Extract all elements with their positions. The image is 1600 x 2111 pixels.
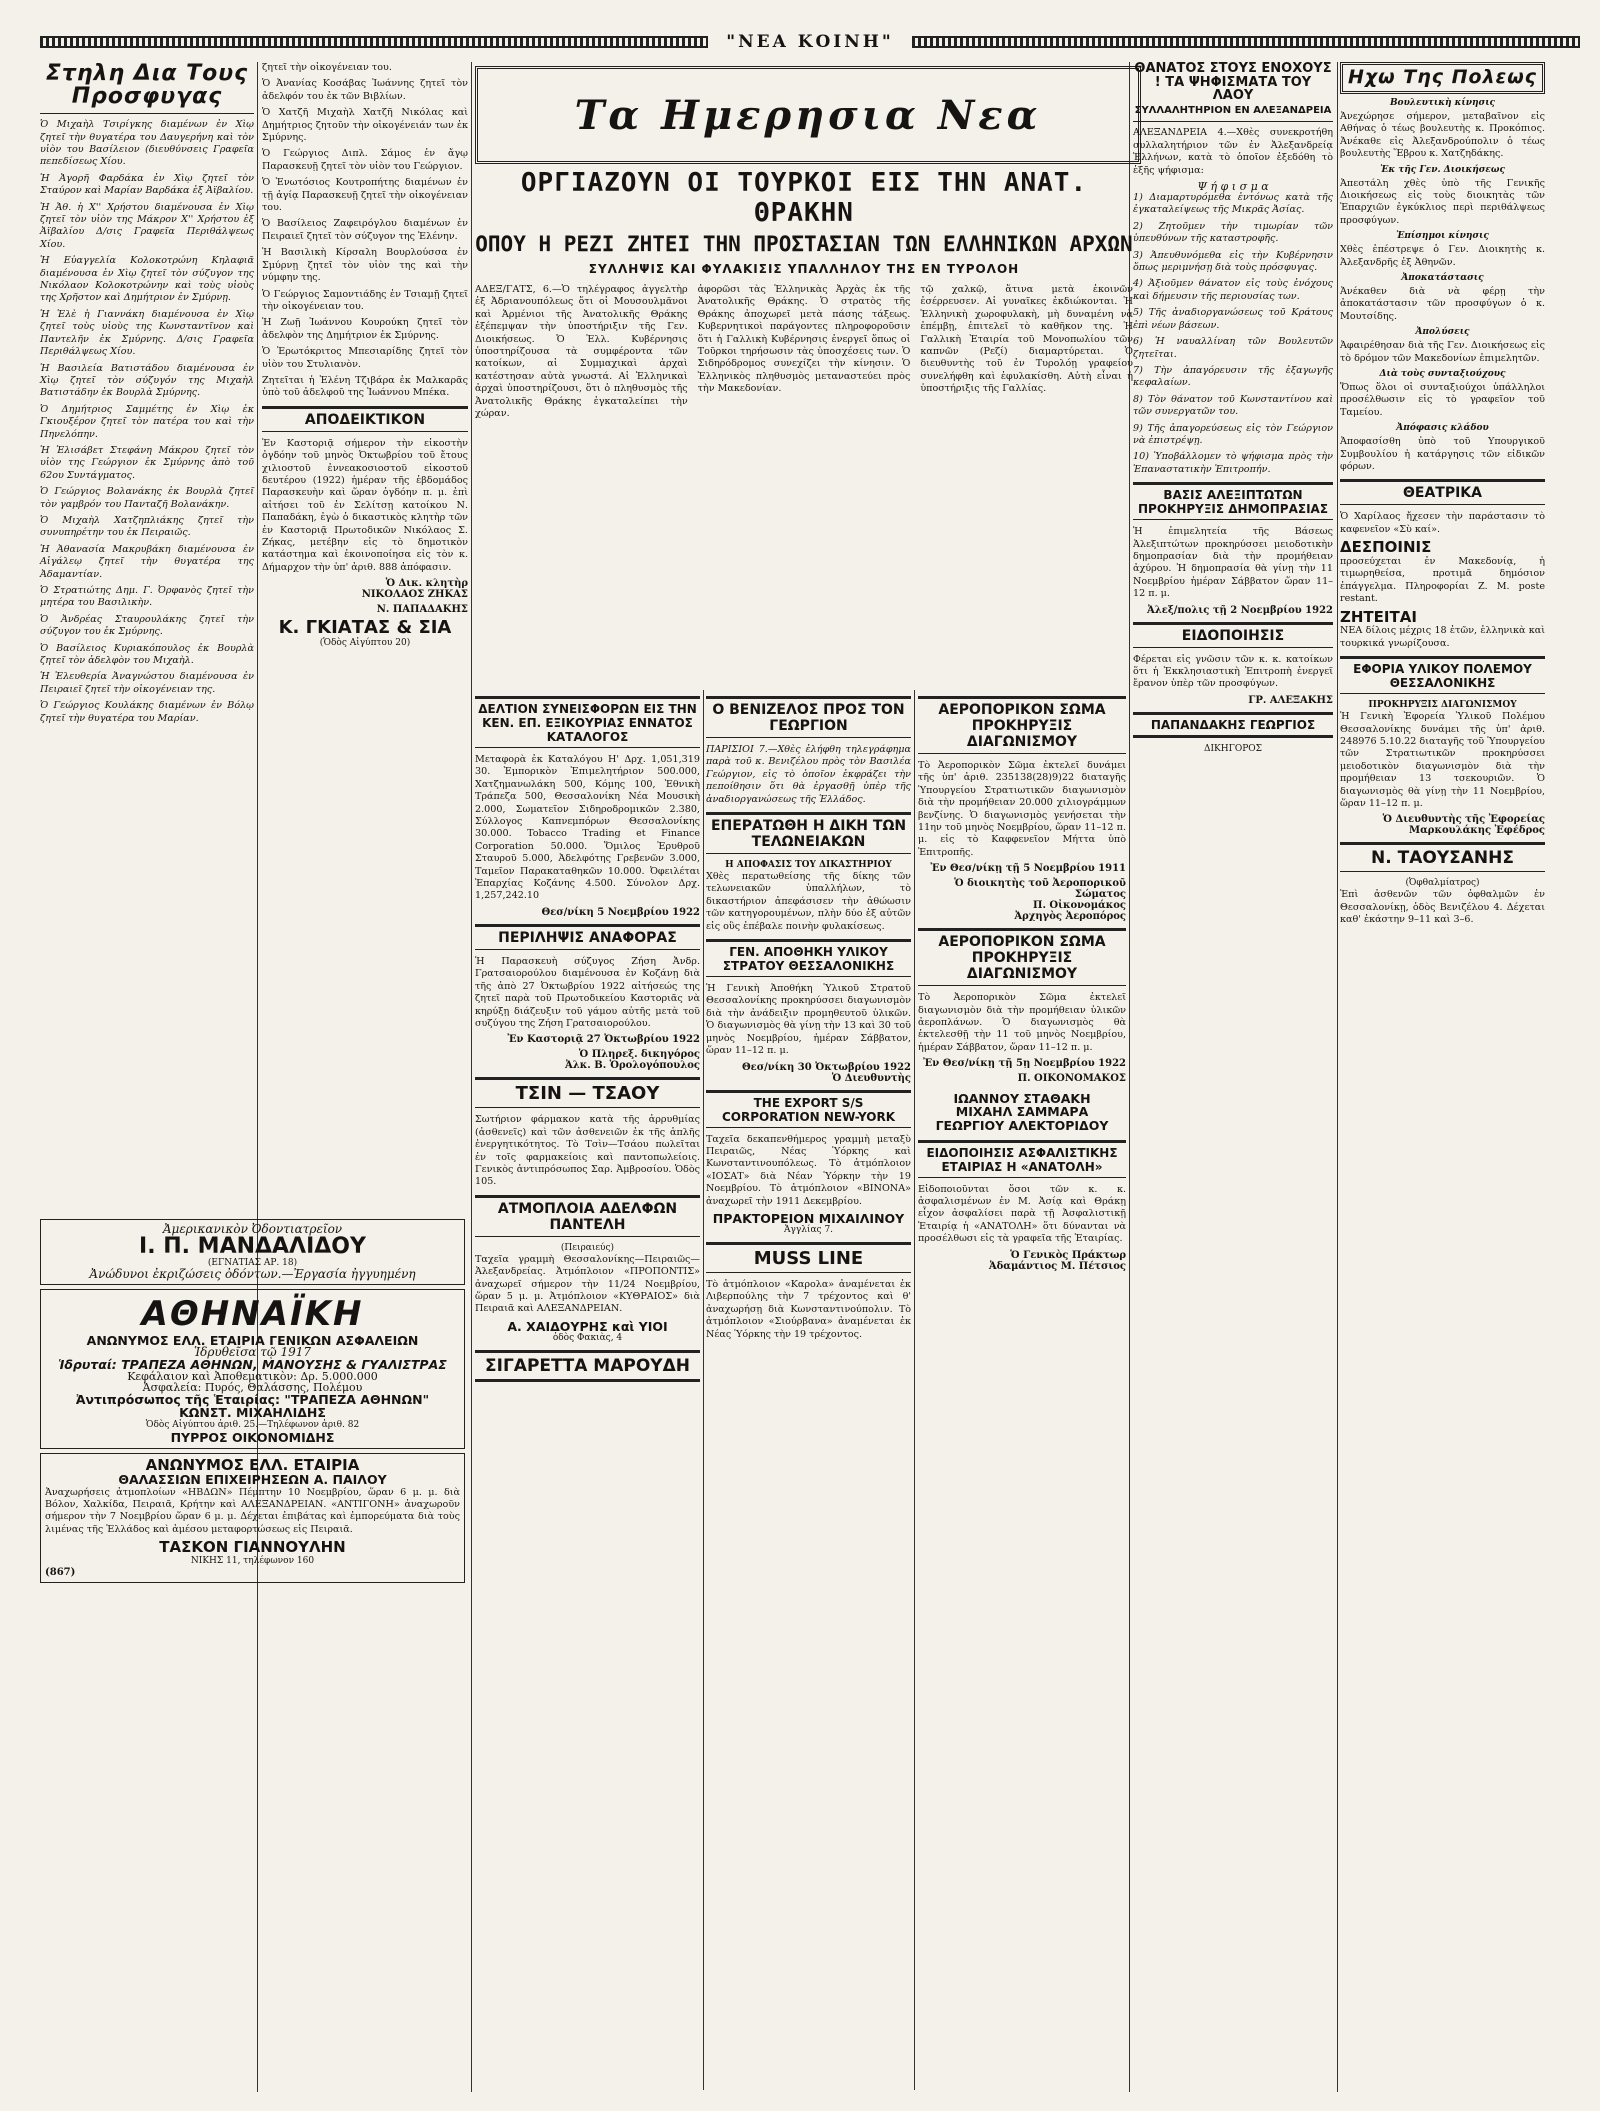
resolution-point: 2) Ζητοῦμεν τὴν τιμωρίαν τῶν ὑπευθύνων τῆς καταστροφῆς. [1133,220,1333,245]
pantelis-agent: Α. ΧΑΙΔΟΥΡΗΣ καὶ ΥΙΟΙ [507,1318,668,1334]
athinaiki-agent: ΚΩΝΣΤ. ΜΙΧΑΗΛΙΔΗΣ [179,1405,326,1421]
dentist-address: (ΕΓΝΑΤΙΑΣ ΑΡ. 18) [207,1258,298,1269]
dentist-ad [40,1219,465,1285]
lawyer-ad: ΠΑΠΑΝΔΑΚΗΣ ΓΕΩΡΓΙΟΣ [1133,712,1333,738]
dentist-name: Ι. Π. ΜΑΝΔΑΛΙΔΟΥ [139,1234,366,1259]
tsin-tsao-body: Σωτήριον φάρμακον κατὰ τῆς ἀρρυθμίας (ἀσθενεῖς) καὶ τῶν ἀσθενειῶν ἐκ τῆς ἁπλῆς ἐνεργητικότητος. Τὸ Τσὶν—Τσάου πωλεῖται ἐν τοῖς φαρμακείοις καὶ παντοπωλείοις. Γενικὸς ἀντιπρόσωπος Σαρ. Ἀμβροσίου. Ὁδὸς 105. [475,1114,700,1188]
export-corp-agent: ΠΡΑΚΤΟΡΕΙΟΝ ΜΙΧΑΙΛΙΝΟΥ [712,1210,905,1226]
top-story-headline: ΟΡΓΙΑΖΟΥΝ ΟΙ ΤΟΥΡΚΟΙ ΕΙΣ ΤΗΝ ΑΝΑΤ. ΘΡΑΚΗΝ [520,168,1088,228]
city-item-title: Ἀπόφασις κλάδου [1396,423,1489,434]
ophthalmologist-ad: Ν. ΤΑΟΥΣΑΝΗΣ [1340,842,1545,872]
city-echo-heading: Ηχω Της Πολεως [1340,62,1545,94]
army-depot-heading: ΓΕΝ. ΑΠΟΘΗΚΗ ΥΛΙΚΟΥ ΣΤΡΑΤΟΥ ΘΕΣΣΑΛΟΝΙΚΗΣ [706,939,911,977]
city-item-title: Ἀπολύσεις [1415,327,1470,338]
search-notice: Ὁ Γεώργιος Σαμοντιάδης ἐν Τσιαμῇ ζητεῖ τὴν οἰκογένειαν του. [262,288,468,312]
top-story-kicker: ΣΥΛΛΗΨΙΣ ΚΑΙ ΦΥΛΑΚΙΣΙΣ ΥΠΑΛΛΗΛΟΥ ΤΗΣ ΕΝ ΤΥΡΟΛΟΗ [588,262,1020,276]
dentist-desc: Ἀνώδυνοι ἐκριζώσεις ὀδόντων.—Ἐργασία ἠγγυημένη [89,1267,416,1282]
divider [40,113,254,114]
athinaiki-types: Ἀσφαλεία: Πυρός, Θαλάσσης, Πολέμου [142,1381,363,1395]
alexandria-column [1133,62,1333,2092]
refugees-column [40,61,254,724]
summary-signature: Ὁ Πληρεξ. δικηγόρος Ἀλκ. Β. Ὁρολογόπουλος [565,1049,700,1072]
gkiatas-ad: Κ. ΓΚΙΑΤΑΣ & ΣΙΑ [278,617,452,639]
column-rule [914,690,915,2090]
export-corp-heading: THE EXPORT S/S CORPORATION NEW-YORK [706,1090,911,1128]
anatoli-agent: Ὁ Γενικὸς Πράκτωρ Ἀδαμάντιος Μ. Πέτσιος [988,1249,1126,1272]
war-supply-signature: Ὁ Διευθυντὴς τῆς Ἐφορείας Μαρκουλάκης Ἐφέδρος [1382,814,1545,837]
export-corp-address: Ἀγγλίας 7. [783,1225,834,1236]
masthead [40,28,1580,56]
venizelos-heading: Ο ΒΕΝΙΖΕΛΟΣ ΠΡΟΣ ΤΟΝ ΓΕΩΡΓΙΟΝ [706,696,911,738]
refugees-notices [40,119,254,725]
air-corps-column [918,690,1126,2090]
customs-trial-sub: Η ΑΠΟΦΑΣΙΣ ΤΟΥ ΔΙΚΑΣΤΗΡΙΟΥ [725,860,892,871]
athinaiki-capital: Κεφάλαιον καὶ Ἀποθεματικὸν: Δρ. 5.000.000 [127,1370,378,1384]
venizelos-body: ΠΑΡΙΣΙΟΙ 7.—Χθὲς ἐλήφθη τηλεγράφημα παρὰ τοῦ κ. Βενιζέλου πρὸς τὸν Βασιλέα Γεώργιον, εἰς τὸ ὁποῖον ἐκφράζει τὴν πεποίθησιν ὅτι θὰ ἐργασθῇ ὑπὲρ τῆς ἀναδιοργανώσεως τῆς Ἑλλάδος. [706,744,911,805]
city-item-title: Ἐκ τῆς Γεν. Διοικήσεως [1380,164,1505,175]
resolution-points [1133,192,1333,476]
top-story-text-2: ἀφορῶσι τὰς Ἑλληνικὰς Ἀρχὰς ἐκ τῆς Ἀνατολικῆς Θράκης. Ὁ στρατὸς τῆς Θράκης ἀποχωρεῖ μετὰ πάσης τάξεως. Κυβερνητικοὶ παράγοντες πληροφοροῦσιν ὅτι ἡ Γαλλικὴ Κυβέρνησις ἐνεργεῖ ὅπως οἱ Τοῦρκοι τηρήσωσιν τὰς ὑποσχέσεις των. Ὁ Σιδηρόδρομος συνεχίζει τὴν κίνησιν. Ὁ Ἑλληνικὸς πληθυσμὸς μεταναστεύει πρὸς τὴν Μακεδονίαν. [697,284,911,395]
city-item-body: Ὅπως ὅλοι οἱ συνταξιούχοι ὑπάλληλοι προσέλθωσιν εἰς τὸ γραφεῖον τοῦ Ταμείου. [1340,382,1545,418]
notices-column [262,62,468,652]
top-story-subheadline: ΟΠΟΥ Η ΡΕΖΙ ΖΗΤΕΙ ΤΗΝ ΠΡΟΣΤΑΣΙΑΝ ΤΩΝ ΕΛΛΗΝΙΚΩΝ ΑΡΧΩΝ [475,232,1133,256]
refugees-heading: Στηλη Δια Τους Προσφυγας [45,61,249,110]
anatoli-body: Εἰδοποιοῦνται ὅσοι τῶν κ. κ. ἀσφαλισμένων ἐν Μ. Ἀσίᾳ καὶ Θράκῃ εἶχον ἀσφαλίσει παρὰ τῇ Ἀσφαλιστικῇ Ἑταιρίᾳ ἡ «ΑΝΑΤΟΛΗ» ὅτι δύνανται νὰ προσέλθωσι εἰς τὰ γραφεῖα τῆς Ἑταιρίας. [918,1183,1126,1245]
certificate-signature-2: Ν. ΠΑΠΑΔΑΚΗΣ [376,604,468,616]
air-corps-date-2: Ἐν Θεσ/νίκῃ τῇ 5ῃ Νοεμβρίου 1922 [923,1058,1126,1070]
refugee-notice: Ὁ Μιχαὴλ Τσιρίγκης διαμένων ἐν Χὶῳ ζητεῖ τὴν θυγατέρα του Δαυγερήνη καὶ τὸν υἱὸν του Βασίλειον (διευθύνσεις Γραφεῖα πεπεδίσεως Χίου. [40,119,254,168]
summary-date: Ἐν Καστοριᾷ 27 Ὀκτωβρίου 1922 [507,1034,700,1046]
shipping-agent: ΤΑΣΚΟΝ ΓΙΑΝΝΟΥΛΗΝ [159,1538,346,1557]
top-story-text-3: τῷ χαλκῷ, ἅτινα μετὰ ἐκοινῶν ἐσέρρευσεν. Αἱ γυναῖκες ἐκδιώκονται. Ἡ Ἑλληνικὴ χωροφυλακὴ, μὴ δυναμένη νὰ ἐπέμβῃ, ἐπιτελεῖ τὸ καθῆκον της. Ἡ Γαλλικὴ Ἐταιρία τοῦ Μονοπωλίου τῶν καπνῶν (Ρεζί) διαμαρτύρεται. Ὁ διευθυντὴς τοῦ ἐν Τυρολόῃ γραφείου συνελήφθη καὶ ἐφυλακίσθη. Αὐτὴ εἶναι ἡ ὑποστήριξις τῆς Γαλλίας. [920,284,1134,395]
contributions-heading: ΔΕΛΤΙΟΝ ΣΥΝΕΙΣΦΟΡΩΝ ΕΙΣ ΤΗΝ ΚΕΝ. ΕΠ. ΕΞΙΚΟΥΡΙΑΣ ΕΝΝΑΤΟΣ ΚΑΤΑΛΟΓΟΣ [475,696,700,748]
athinaiki-kavala: ΠΥΡΡΟΣ ΟΙΚΟΝΟΜΙΔΗΣ [170,1429,335,1445]
marouli-ad: ΣΙΓΑΡΕΤΤΑ ΜΑΡΟΥΔΗ [475,1350,700,1382]
air-corps-date: Ἐν Θεσ/νίκῃ τῇ 5 Νοεμβρίου 1911 [930,863,1126,875]
alexandria-heading: ΘΑΝΑΤΟΣ ΣΤΟΥΣ ΕΝΟΧΟΥΣ ! ΤΑ ΨΗΦΙΣΜΑΤΑ ΤΟΥ ΛΑΟΥ [1134,61,1332,104]
certificate-signature: Ὁ Δικ. κλητὴρ ΝΙΚΟΛΑΟΣ ΖΗΚΑΣ [361,578,468,601]
search-notice: Ὁ Βασίλειος Ζαφειρόγλου διαμένων ἐν Πειραιεῖ ζητεῖ τὸν σύζυγον της Ἑλένην. [262,218,468,242]
refugee-notice: Ὁ Δημήτριος Σαμμέτης ἐν Χὶῳ ἐκ Γκιουξέρον ζητεῖ τὸν πατέρα του καὶ τὴν Πηνελόπην. [40,403,254,440]
air-corps-heading-2: ΑΕΡΟΠΟΡΙΚΟΝ ΣΩΜΑ ΠΡΟΚΗΡΥΞΙΣ ΔΙΑΓΩΝΙΣΜΟΥ [918,928,1126,986]
air-corps-body: Τὸ Ἀεροπορικὸν Σῶμα ἐκτελεῖ δυνάμει τῆς ὑπ' ἀριθ. 235138(28)9)22 διαταγῆς Ὑπουργείου Στρατιωτικῶν διαγωνισμὸν διὰ τὴν προμήθειαν 20.000 χιλιογράμμων βενζίνης. Ὁ διαγωνισμὸς γενήσεται τὴν 11ην τοῦ μηνὸς Νοεμβρίου, ὥραν 11–12 π. μ. εἰς τὸ Καφφενεῖον Μήττα ὑπὸ Ἐπιτροπῆς. [918,760,1126,858]
city-item-body: Χθὲς ἐπέστρεψε ὁ Γεν. Διοικητὴς κ. Ἀλεξανδρῆς ἐξ Ἀθηνῶν. [1340,244,1545,268]
refugee-notice: Ἡ Ἀθ. ἡ Χ'' Χρήστου διαμένουσα ἐν Χὶῳ ζητεῖ τὸν υἱὸν της Μάκρον Χ'' Χρήστου ἐξ Ἀϊβαλίου Δ/σις Γραφεῖα Περιθάλψεως Χίου. [40,201,254,250]
muss-line-body: Τὸ ἀτμόπλοιον «Καρολα» ἀναμένεται ἐκ Λιβερπούλης τὴν 7 τρέχοντος καὶ θ' ἀναχωρήσῃ διὰ Κωνσταντινούπολιν. Τὸ ἀτμόπλοιον «Σιούρβανα» ἀναμένεται ἐκ Νέας Ὑόρκης τὴν 19 τρέχοντος. [706,1279,911,1340]
alexandria-body: ΑΛΕΞΑΝΔΡΕΙΑ 4.—Χθὲς συνεκροτήθη συλλαλητήριον τῶν ἐν Ἀλεξανδρείᾳ Ἑλλήνων, κατὰ τὸ ὁποῖον ἐξεδόθη τὸ ἑξῆς ψήφισμα: [1133,127,1333,176]
pantelis-body: Ταχεῖα γραμμὴ Θεσσαλονίκης—Πειραιῶς—Ἀλεξανδρείας. Ἀτμόπλοιον «ΠΡΟΠΟΝΤΙΣ» ἀναχωρεῖ σήμερον τὴν 11/24 Νοεμβρίου, ὥραν 5 μ. μ. Ἀτμόπλοιον «ΚΥΘΡΑΙΟΣ» διὰ Πειραιᾶ καὶ ΑΛΕΞΑΝΔΡΕΙΑΝ. [475,1253,700,1315]
venizelos-column [706,690,911,2090]
anatoli-heading: ΕΙΔΟΠΟΙΗΣΙΣ ΑΣΦΑΛΙΣΤΙΚΗΣ ΕΤΑΙΡΙΑΣ Η «ΑΝΑΤΟΛΗ» [918,1140,1126,1178]
refugee-notice: Ἡ Ἀθανασία Μακρυβάκη διαμένουσα ἐν Αἰγάλεῳ ζητεῖ τὴν θυγατέρα της Ἀδαμαντίαν. [40,543,254,580]
refugee-notice: Ὁ Μιχαὴλ Χατζηπλιάκης ζητεῖ τὴν συνυπηρέτην του ἐκ Πειραιῶς. [40,514,254,539]
resolution-point: 8) Τὸν θάνατον τοῦ Κωνσταντίνου καὶ τῶν συνεργατῶν του. [1133,393,1333,418]
ophthalmologist-sub: (Ὀφθαλμίατρος) [1405,878,1480,889]
daily-news-title: Τα Ημερησια Νεα [574,91,1042,139]
search-notice: Ὁ Ἐνωτόσιος Κουτροπήτης διαμένων ἐν τῇ ἁγίᾳ Παρασκευῇ ζητεῖ τὴν οἰκογένειαν του. [262,177,468,214]
athinaiki-ad [40,1289,465,1449]
city-item-title: Διὰ τοὺς συνταξιούχους [1379,369,1506,380]
contributions-date: Θεσ/νίκη 5 Νοεμβρίου 1922 [541,906,700,918]
resolution-title: Ψ ή φ ι σ μ α [1197,180,1269,194]
notice-body: Φέρεται εἰς γνῶσιν τῶν κ. κ. κατοίκων ὅτι ἡ Ἐκκλησιαστικὴ Ἐπιτροπὴ ἐνεργεῖ ἔρανον ὑπὲρ τῶν προσφύγων. [1133,653,1333,690]
pantelis-address: ὁδὸς Φακιὰς, 4 [552,1332,623,1343]
athinaiki-year: Ἱδρυθεῖσα τῷ 1917 [194,1345,311,1360]
column-rule [1337,62,1338,2092]
air-corps-body-2: Τὸ Ἀεροπορικὸν Σῶμα ἐκτελεῖ διαγωνισμὸν διὰ τὴν προμήθειαν ὑλικῶν ἀεροπλάνων. Ὁ διαγωνισμὸς θὰ ἐκτελεσθῇ τὴν 11 τοῦ μηνὸς Νοεμβρίου, ἡμέραν Σάββατον, ὥραν 11–12 π. μ. [918,992,1126,1053]
war-supply-body: Ἡ Γενικὴ Ἐφορεία Ὑλικοῦ Πολέμου Θεσσαλονίκης δυνάμει τῆς ὑπ' ἀριθ. 248976 5.10.22 διαταγῆς τοῦ Ὑπουργείου τῶν Στρατιωτικῶν προκηρύσσει μειοδοτικὸν διαγωνισμὸν διὰ τὴν προμήθειαν 13 τσεκουριῶν. Ὁ διαγωνισμὸς θὰ γίνῃ τὴν 11 Νοεμβρίου, ὥραν 11–12 π. μ. [1340,711,1545,810]
resolution-point: 9) Τῆς ἀπαγορεύσεως εἰς τὸν Γεώργιον νὰ ἐπιστρέψῃ. [1133,422,1333,446]
resolution-point: 7) Τὴν ἀπαγόρευσιν τῆς ἐξαγωγῆς κεφαλαίων. [1133,364,1333,389]
column-rule [257,62,258,2092]
masthead-rule-right [912,36,1580,48]
shipping-number: (867) [45,1566,76,1578]
city-item-body: Ἀνεχώρησε σήμερον, μεταβαῖνον εἰς Αθήνας ὁ τέως βουλευτὴς κ. Προκόπιος. Ἀνέκαθε εἰς Ἀλεξανδρούπολιν ὁ τέως βουλευτὴς Ἕβρου κ. Χατζηδάκης. [1340,110,1545,160]
resolution-point: 4) Ἀξιοῦμεν θάνατον εἰς τοὺς ἐνόχους καὶ δήμευσιν τῆς περιουσίας των. [1133,278,1333,302]
ophthalmologist-body: Ἐπὶ ἀσθενῶν τῶν ὀφθαλμῶν ἐν Θεσσαλονίκῃ, ὁδὸς Βενιζέλου 4. Δέχεται καθ' ἑκάστην 9–11 καὶ 3–6. [1340,889,1545,926]
resolution-point: 10) Ὑποβάλλομεν τὸ ψήφισμα πρὸς τὴν Ἐπαναστατικὴν Ἐπιτροπήν. [1133,451,1333,475]
customs-trial-body: Χθὲς περατωθείσης τῆς δίκης τῶν τελωνειακῶν ὑπαλλήλων, τὸ δικαστήριον ἀπεφάσισεν τὴν ἀθώωσιν τῶν κατηγορουμένων, πλὴν δύο ἐξ αὐτῶν εἰς οὓς ἐπέβαλε ποινὴν φυλακίσεως. [706,871,911,932]
city-item-body: Ἀποφασίσθη ὑπὸ τοῦ Υπουργικοῦ Συμβουλίου ἡ κατάργησις τῶν εἰδικῶν φόρων. [1340,436,1545,473]
gkiatas-address: (Ὁδὸς Αἰγύπτου 20) [319,638,411,649]
army-depot-body: Ἡ Γενικὴ Ἀποθήκη Ὑλικοῦ Στρατοῦ Θεσσαλονίκης προκηρύσσει διαγωνισμὸν διὰ τὴν ἀνάδειξιν προμηθευτοῦ ὑλικῶν. Ὁ διαγωνισμὸς θὰ γίνῃ τὴν 13 καὶ 30 τοῦ μηνὸς Νοεμβρίου, ἡμέραν Σάββατον, ὥραν 11–12 π. μ. [706,983,911,1057]
customs-trial-heading: ΕΠΕΡΑΤΩΘΗ Η ΔΙΚΗ ΤΩΝ ΤΕΛΩΝΕΙΑΚΩΝ [706,812,911,854]
top-story-text-1: ΑΔΕΞ/ΓΑΤΣ, 6.—Ὁ τηλέγραφος ἀγγελτὴρ ἐξ Ἀδριανουπόλεως ὅτι οἱ Μουσουλμᾶνοι καὶ Ἀρμένιοι τῆς Ἀνατολικῆς Θράκης ἐξέπεμψαν τὴν ὑποστήριξιν τῆς Γεν. Διοικήσεως. Ὁ Ἐλλ. Κυβέρνησις ὑποστηρίζουσα τὰ συμφέροντα τῶν κατοίκων, αἱ Συμμαχικαὶ ἀρχαὶ κατέστησαν αὐτὰ γνωστά. Αἱ Ἑλληνικαὶ ἀρχαὶ ὑποστηρίζουσι, ὅτι ὁ πληθυσμὸς τῆς Ἀνατολικῆς Θράκης ἐγκαταλείπει τὴν χώραν. [475,284,688,420]
theatre-heading: ΘΕΑΤΡΙΚΑ [1340,479,1545,505]
refugee-notice: Ὁ Γεώργιος Βολανάκης ἐκ Βουρλὰ ζητεῖ τὸν γαμβρόν του Πανταζῆ Βολανάκην. [40,486,254,510]
lawyer-ad-sub: ΔΙΚΗΓΟΡΟΣ [1203,743,1263,754]
search-notice: Ὁ Γεώργιος Διπλ. Σάμος ἐν ἄγῳ Παρασκευῇ ζητεῖ τὸν υἱὸν του Γεώργιον. [262,148,468,172]
city-item-body: Ἀπεστάλη χθὲς ὑπὸ τῆς Γενικῆς Διοικήσεως εἰς τοὺς διοικητὰς τῶν Ἐπαρχιῶν ἐγκύκλιος περὶ περιθάλψεως προσφύγων. [1340,177,1545,226]
search-notice: Ὁ Ἐρωτόκριτος Μπεσιαρίδης ζητεῖ τὸν υἱὸν του Στυλιανὸν. [262,346,468,370]
refugee-notice: Ὁ Ἀνδρέας Σταυρουλάκης ζητεῖ τὴν σύζυγον του ἐκ Σμύρνης. [40,613,254,638]
resolution-point: 5) Τῆς ἀναδιοργανώσεως τοῦ Κράτους ἐπὶ νέων βάσεων. [1133,307,1333,331]
city-item-body: Ἀφαιρέθησαν διὰ τῆς Γεν. Διοικήσεως εἰς τὸ δρόμον τῶν Μακεδονίων ἐπιμελητῶν. [1340,340,1545,364]
athinaiki-rep: Ἀντιπρόσωπος τῆς Ἑταιρίας: "ΤΡΑΠΕΖΑ ΑΘΗΝΩΝ" [75,1392,430,1408]
notice-heading: ΕΙΔΟΠΟΙΗΣΙΣ [1133,622,1333,648]
classified-title: ΔΕΣΠΟΙΝΙΣ [1340,538,1432,557]
shipping-address: ΝΙΚΗΣ 11, τηλέφωνον 160 [190,1555,315,1566]
contributions-body: Μεταφορὰ ἐκ Καταλόγου Η' Δρχ. 1,051,319 30. Ἐμπορικὸν Ἐπιμελητήριον 500.000, Χατζημανωλάκη 500, Κόμης 100, Ἐθνικὴ Τράπεζα 500, Θεσσαλονίκη Νέα Μουσικὴ 2.000, Σωματεῖον Σιδηροδρομικῶν 2.380, Σύλλογος Καπνεμπόρων Θεσσαλονίκης 30.000. Tobacco Trading et Finance Corporation 50.000. Ὅμιλος Ἐρυθροῦ Σταυροῦ 5.000, Ἀδελφότης Γρεβενῶν 3.000, Ταμεῖον Παρακαταθηκῶν 10.000. Ὀφειλέται Ἐπαρχίας Κοζάνης 4.500. Σύνολον Δρχ. 1,257,242.10 [475,754,700,902]
shipping-sub: ΘΑΛΑΣΣΙΩΝ ΕΠΙΧΕΙΡΗΣΕΩΝ Α. ΠΑΙΛΟΥ [118,1472,387,1488]
refugee-notice: Ἡ Εὐαγγελία Κολοκοτρώνη Κηλαφιᾶ διαμένουσα ἐν Χὶῳ ζητεῖ τὸν σύζυγον της Νικόλαον Κολοκοτρώνην καὶ τοὺς υἱοὺς της Χρῆστον καὶ Δημήτριον ἐν Σμύρνῃ. [40,255,254,304]
theatre-body: Ὁ Χαρίλαος ἤχεσεν τὴν παράστασιν τὸ καφενεῖον «Σὺ καί». [1340,511,1545,535]
notice-signature: ΓΡ. ΑΛΕΞΑΚΗΣ [1248,694,1333,706]
athinaiki-sub: ΑΝΩΝΥΜΟΣ ΕΛΛ. ΕΤΑΙΡΙΑ ΓΕΝΙΚΩΝ ΑΣΦΑΛΕΙΩΝ [86,1333,419,1349]
alexandria-sub: ΣΥΛΛΑΛΗΤΗΡΙΟΝ ΕΝ ΑΛΕΞΑΝΔΡΕΙΑ [1134,104,1332,116]
parachute-date: Ἀλεξ/πολις τῇ 2 Νοεμβρίου 1922 [1146,604,1333,616]
top-story [475,168,1133,424]
search-notice: Ὁ Ἀνανίας Κοσάβας Ἰωάννης ζητεῖ τὸν ἀδελφόν του ἐκ τῶν Βιβλίων. [262,78,468,102]
masthead-rule-left [40,36,708,48]
classified-body: ΝΕΑ δίλοις μέχρις 18 ἐτῶν, ἑλληνικὰ καὶ τουρκικά γνωρίζουσα. [1340,625,1545,649]
top-story-columns [475,284,1133,424]
city-echo-column [1340,62,1545,2092]
tsin-tsao-heading: ΤΣΙΝ — ΤΣΑΟΥ [475,1077,700,1108]
refugee-notice: Ἡ Ἑλισάβετ Στεφάνη Μάκρου ζητεῖ τὸν υἱὸν της Γεώργιον ἐκ Σμύρνης ἀπὸ τοῦ 62ου Συντάγματος. [40,444,254,481]
refugee-notice: Ὁ Στρατιώτης Δημ. Γ. Ὀρφανὸς ζητεῖ τὴν μητέρα του Βασιλικὴν. [40,585,254,609]
classified-body: προσεύχεται ἐν Μακεδονίᾳ, ἡ τιμωρηθείσα, προτιμᾶ δημόσιον ἐπάγγελμα. Πληροφορίαι Ζ. Μ. poste restant. [1340,556,1545,605]
refugee-notice: Ἡ Ἐλευθερία Ἀναγνώστου διαμένουσα ἐν Πειραιεῖ ζητεῖ τὴν οἰκογένειαν της. [40,671,254,695]
masthead-title: "ΝΕΑ ΚΟΙΝΗ" [726,32,894,52]
dentist-top: Ἀμερικανικὸν Ὀδοντιατρεῖον [162,1222,343,1236]
summary-heading: ΠΕΡΙΛΗΨΙΣ ΑΝΑΦΟΡΑΣ [475,924,700,950]
parachute-body: Ἡ ἐπιμελητεία τῆς Βάσεως Ἀλεξιπτώτων προκηρύσσει μειοδοτικὴν δημοπρασίαν διὰ τὴν προμήθειαν ἀχύρου. Ἡ δημοπρασία θὰ γίνῃ τὴν 11 Νοεμβρίου ἡμέραν Σάββατον ὥραν 11–12 π. μ. [1133,526,1333,600]
summary-body: Ἡ Παρασκευὴ σύζυγος Ζήση Ἀνδρ. Γρατσαιορούλου διαμένουσα ἐν Κοζάνῃ διὰ τῆς ἀπὸ 27 Ὀκτωβρίου 1922 αἰτήσεώς της ζητεῖ παρὰ τοῦ Πρωτοδικείου Καστοριᾶς νὰ κηρύξῃ διάζευξιν τοῦ γάμου αὐτῆς μετὰ τοῦ συζύγου της Ζήση Γρατσαιορούλου. [475,955,700,1029]
refugee-notice: Ὁ Βασίλειος Κυριακόπουλος ἐκ Βουρλὰ ζητεῖ τὸν ἀδελφὸν του Μιχαὴλ. [40,642,254,667]
column-rule [703,690,704,2090]
resolution-point: 3) Ἀπευθυνόμεθα εἰς τὴν Κυβέρνησιν ὅπως μεριμνήσῃ διὰ τοὺς πρόσφυγας. [1133,249,1333,274]
refugee-notice: Ὁ Γεώργιος Κουλάκης διαμένων ἐν Βόλῳ ζητεῖ τὴν θυγατέρα του Μαρίαν. [40,700,254,724]
resolution-point: 6) Ἡ ναυαλλίναη τῶν Βουλευτῶν ζητεῖται. [1133,336,1333,360]
daily-news-banner [475,66,1141,164]
ads-block [40,1215,465,1587]
air-corps-signature: Ὁ διοικητὴς τοῦ Ἀεροπορικοῦ Σώματος Π. Οἰκονομάκος Ἀρχηγὸς Ἀεροπόρος [954,878,1126,923]
resolution-point: 1) Διαμαρτυρόμεθα ἐντόνως κατὰ τῆς ἐγκαταλείψεως τῆς Μικρᾶς Ἀσίας. [1133,192,1333,216]
divider [1133,121,1333,122]
athinaiki-founders: Ἱδρυταί: ΤΡΑΠΕΖΑ ΑΘΗΝΩΝ, ΜΑΝΟΥΣΗΣ & ΓΥΑΛΙΣΤΡΑΣ [58,1357,447,1373]
shipping-name: ΑΝΩΝΥΜΟΣ ΕΛΛ. ΕΤΑΙΡΙΑ [145,1455,360,1474]
city-item-title: Ἐπίσημοι κίνησις [1396,231,1489,242]
parachute-heading: ΒΑΣΙΣ ΑΛΕΞΙΠΤΩΤΩΝ ΠΡΟΚΗΡΥΞΙΣ ΔΗΜΟΠΡΑΣΙΑΣ [1133,482,1333,520]
city-item-title: Βουλευτικὴ κίνησις [1389,97,1496,108]
refugee-notice: Ἡ Ἑλὲ ἡ Γιαννάκη διαμένουσα ἐν Χὶῳ ζητεῖ τοὺς υἱοὺς της Κωνσταντῖνον καὶ Παντελῆν ἐκ Σμύρνης. Δ/σις Γραφεῖα Περιθάλψεως Χίου. [40,308,254,358]
pantelis-sub: (Πειραιεύς) [560,1242,615,1253]
war-supply-heading: ΕΦΟΡΙΑ ΥΛΙΚΟΥ ΠΟΛΕΜΟΥ ΘΕΣΣΑΛΟΝΙΚΗΣ [1340,656,1545,694]
athinaiki-name: ΑΘΗΝΑΪΚΗ [141,1294,364,1335]
contributions-column [475,690,700,2090]
search-notice: Ὁ Χατζῆ Μιχαὴλ Χατζῆ Νικόλας καὶ Δημήτριος ζητοῦν τὴν οἰκογένειάν των ἐκ Σμύρνης. [262,107,468,144]
pantelis-heading: ΑΤΜΟΠΛΟΙΑ ΑΔΕΛΦΩΝ ΠΑΝΤΕΛΗ [475,1195,700,1237]
army-depot-signature: Θεσ/νίκη 30 Ὀκτωβρίου 1922 Ὁ Διευθυντὴς [741,1061,911,1084]
search-notice: Ἡ Βασιλικὴ Κίρσαλη Βουρλούσσα ἐν Σμύρνῃ ζητεῖ τὸν υἱὸν της καὶ τὴν νύμφην της. [262,247,468,284]
air-corps-signature-2: Π. ΟΙΚΟΝΟΜΑΚΟΣ [1017,1073,1126,1085]
search-notice: ζητεῖ τὴν οἰκογένειαν του. [262,62,392,73]
muss-line-heading: MUSS LINE [706,1242,911,1273]
shipping-ad [40,1453,465,1583]
column-rule [471,62,472,2092]
air-corps-heading: ΑΕΡΟΠΟΡΙΚΟΝ ΣΩΜΑ ΠΡΟΚΗΡΥΞΙΣ ΔΙΑΓΩΝΙΣΜΟΥ [918,696,1126,754]
notices-list [262,62,468,400]
athinaiki-phone: Ὁδὸς Αἰγύπτου ἀριθ. 25.—Τηλέφωνον ἀριθ. 82 [145,1419,360,1430]
city-item-body: Ἀνέκαθεν διὰ νὰ φέρῃ τὴν ἀποκατάστασιν τῶν προσφύγων ὁ κ. Μουτσίδης. [1340,286,1545,322]
certificate-heading: ΑΠΟΔΕΙΚΤΙΚΟΝ [262,406,468,432]
certificate-body: Ἐν Καστοριᾷ σήμερον τὴν εἰκοστὴν ὀγδόην τοῦ μηνὸς Ὀκτωβρίου τοῦ ἔτους χιλιοστοῦ ἐννεακοσιοστοῦ εἰκοστοῦ δευτέρου (1922) ἡμέραν τῆς ἑβδομάδος Παρασκευὴν καὶ ὥραν ὀγδόην π. μ. ἐπὶ αἰτήσει τοῦ ἐν Σελίτσῃ κατοίκου Ν. Παπαδάκη, ἐγὼ ὁ δικαστικὸς κλητὴρ τῶν ἐν Καστοριᾷ Πρωτοδικῶν Νικόλαος Σ. Ζήκας, μετέβην εἰς τὸ δημοτικὸν κατάστημα καὶ ἐκοινοποίησα εἰς τὸν κ. Δήμαρχον τὴν ὑπ' ἀριθ. 888 ἀπόφασιν. [262,437,468,573]
refugee-notice: Ἡ Ἀγορῆ Φαρδάκα ἐν Χὶῳ ζητεῖ τὸν Σταύρον καὶ Μαρίαν Βαρδάκα ἐξ Ἀϊβαλίου. [40,172,254,197]
search-notice: Ζητεῖται ἡ Ἑλένη Τζιβάρα ἐκ Μαλκαρᾶς ὑπὸ τοῦ ἀδελφοῦ της Ἰωάννου Μπέκα. [262,374,468,399]
refugee-notice: Ἡ Βασιλεία Βατιστάδου διαμένουσα ἐν Χὶῳ ζητεῖ τὸν σύζυγόν της Μιχαὴλ Βατιστάδην ἐκ Βουρλὰ Σμύρνης. [40,362,254,399]
shipping-body: Ἀναχωρήσεις ἀτμοπλοίων «ΗΒΔΩΝ» Πέμπτην 10 Νοεμβρίου, ὥραν 6 μ. μ. διὰ Βόλον, Χαλκίδα, Πειραιᾶ, Κρήτην καὶ ΑΛΕΞΑΝΔΡΕΙΑΝ. «ΑΝΤΙΓΟΝΗ» ἀναχωροῦν σήμερον τὴν 7 Νοεμβρίου ὥραν 6 μ. μ. Δέχεται ἐπιβάτας καὶ ἐμπορεύματα διὰ τοὺς λιμένας τῆς Ἑλλάδος καὶ ἀμέσου μεταφορτώσεως εἰς Πειραιᾶ. [45,1486,460,1535]
lawyers-names: ΙΩΑΝΝΟΥ ΣΤΑΘΑΚΗ ΜΙΧΑΗΛ ΣΑΜΜΑΡΑ ΓΕΩΡΓΙΟΥ ΑΛΕΚΤΟΡΙΔΟΥ [935,1091,1109,1133]
city-item-title: Ἀποκατάστασις [1401,273,1484,283]
classified-title: ΖΗΤΕΙΤΑΙ [1340,607,1417,626]
classified-ads [1340,540,1545,650]
search-notice: Ἡ Ζωῇ Ἰωάννου Κουρούκη ζητεῖ τὸν ἀδελφὸν της Δημήτριον ἐκ Σμύρνης. [262,317,468,341]
war-supply-sub: ΠΡΟΚΗΡΥΞΙΣ ΔΙΑΓΩΝΙΣΜΟΥ [1368,700,1517,711]
city-echo-items [1340,98,1545,474]
export-corp-body: Ταχεῖα δεκαπενθήμερος γραμμὴ μεταξὺ Πειραιῶς, Νέας Ὑόρκης καὶ Κωνσταντινουπόλεως. Τὸ ἀτμόπλοιον «ΙΟΣΑΤ» διὰ Νέαν Ὑόρκην τὴν 19 Νοεμβρίου. Τὸ ἀτμόπλοιον «ΒΙΝΟΝΑ» ἀναχωρεῖ τὴν 1911 Δεκεμβρίου. [706,1133,911,1207]
